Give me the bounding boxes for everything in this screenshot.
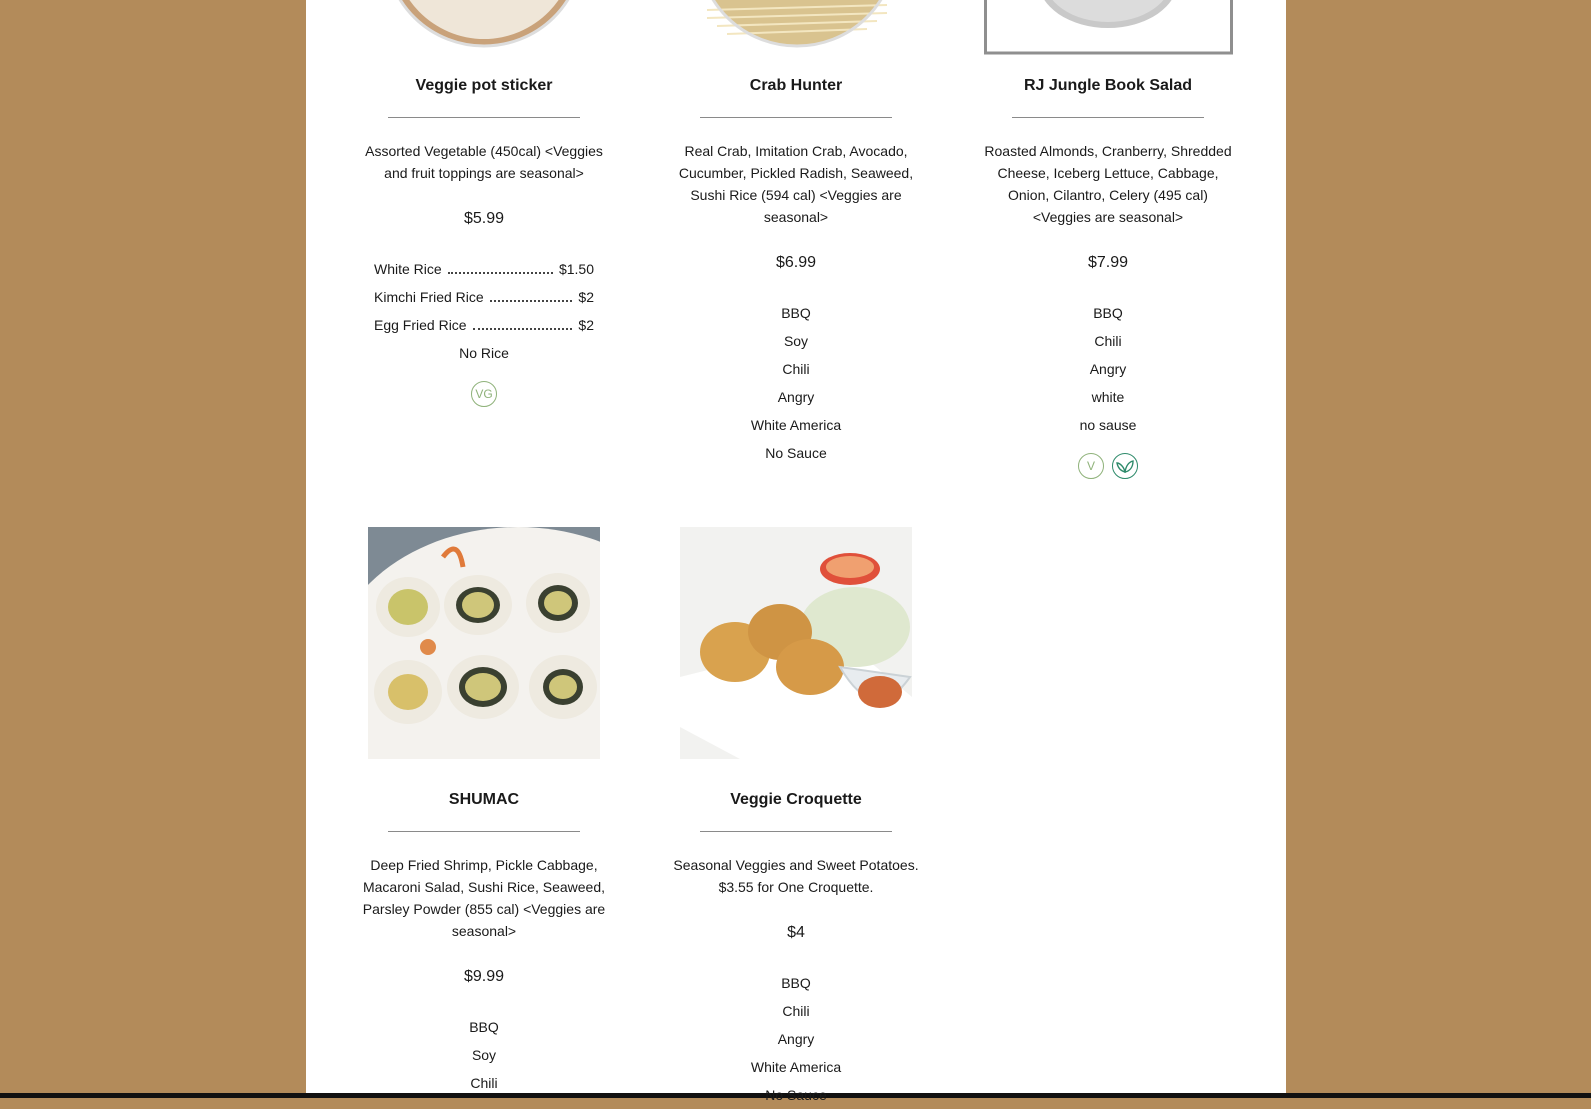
sauce-option: Chili [470, 1075, 498, 1091]
dot-leader [473, 328, 573, 330]
item-description: Assorted Vegetable (450cal) <Veggies and fruit toppings are seasonal> [365, 143, 603, 181]
sauce-option: No Sauce [765, 1087, 827, 1103]
rice-option [374, 255, 594, 283]
item-price: $5.99 [463, 210, 505, 227]
title-divider [388, 117, 580, 118]
sauce-option: BBQ [1093, 305, 1123, 321]
sauce-option: White America [750, 417, 842, 433]
title-divider [1012, 117, 1204, 118]
jungle-book-salad-photo[interactable] [984, 0, 1233, 55]
sauce-option: Chili [782, 1003, 810, 1019]
sauce-option: Angry [777, 389, 815, 405]
menu-item-veggie-croquette [666, 790, 926, 1109]
sauce-option: no sause [1079, 417, 1137, 433]
veggie-pot-sticker-photo[interactable] [384, 0, 584, 48]
option-label: White Rice [374, 261, 442, 277]
item-title: Crab Hunter [749, 77, 843, 94]
sauce-option: white [1091, 389, 1125, 405]
dot-leader [490, 300, 573, 302]
leaf-icon [1112, 453, 1138, 479]
title-divider [700, 831, 892, 832]
vegan-icon: VG [471, 381, 497, 407]
sauce-option: Soy [471, 1047, 497, 1063]
vegetarian-icon: V [1078, 453, 1104, 479]
sauce-option: Chili [1094, 333, 1122, 349]
item-price: $6.99 [775, 254, 817, 271]
title-divider [700, 117, 892, 118]
item-price: $9.99 [463, 968, 505, 985]
sauce-option: BBQ [469, 1019, 499, 1035]
sauce-option: Angry [1089, 361, 1127, 377]
item-description: Roasted Almonds, Cranberry, Shredded Cheese, Iceberg Lettuce, Cabbage, Onion, Cilantro, Celery (495 cal) <Veggies are seasonal> [984, 143, 1232, 225]
option: No Rice [459, 345, 509, 361]
sauce-option: Chili [782, 361, 810, 377]
item-price: $7.99 [1087, 254, 1129, 271]
item-title: Veggie pot sticker [415, 77, 553, 94]
title-divider [388, 831, 580, 832]
sauce-option: White America [750, 1059, 842, 1075]
veggie-croquette-photo[interactable] [680, 527, 912, 759]
item-description: Deep Fried Shrimp, Pickle Cabbage, Macaroni Salad, Sushi Rice, Seaweed, Parsley Powder (855 cal) <Veggies are seasonal> [362, 857, 606, 939]
sauce-option: BBQ [781, 975, 811, 991]
option-label: Kimchi Fried Rice [374, 289, 484, 305]
menu-item-jungle-book-salad [978, 76, 1238, 479]
sauce-option: Angry [777, 1031, 815, 1047]
item-title: RJ Jungle Book Salad [1023, 77, 1193, 94]
menu-item-veggie-pot-sticker [354, 76, 614, 407]
dot-leader [448, 272, 553, 274]
menu-item-shumac [354, 790, 614, 1097]
option-price: $1.50 [558, 261, 594, 277]
rice-option [374, 311, 594, 339]
item-description: Seasonal Veggies and Sweet Potatoes. $3.55 for One Croquette. [673, 857, 919, 895]
rice-option [374, 283, 594, 311]
shumac-photo[interactable] [368, 527, 600, 759]
crab-hunter-photo[interactable] [697, 0, 897, 48]
item-description: Real Crab, Imitation Crab, Avocado, Cucumber, Pickled Radish, Seaweed, Sushi Rice (594 cal) <Veggies are seasonal> [678, 143, 914, 225]
option-price: $2 [578, 317, 594, 333]
item-title: SHUMAC [448, 791, 520, 808]
option-price: $2 [578, 289, 594, 305]
menu-item-crab-hunter [666, 76, 926, 467]
option-label: Egg Fried Rice [374, 317, 467, 333]
item-title: Veggie Croquette [730, 791, 862, 808]
sauce-option: Soy [783, 333, 809, 349]
sauce-option: BBQ [781, 305, 811, 321]
item-price: $4 [787, 924, 805, 941]
sauce-option: No Sauce [765, 445, 827, 461]
